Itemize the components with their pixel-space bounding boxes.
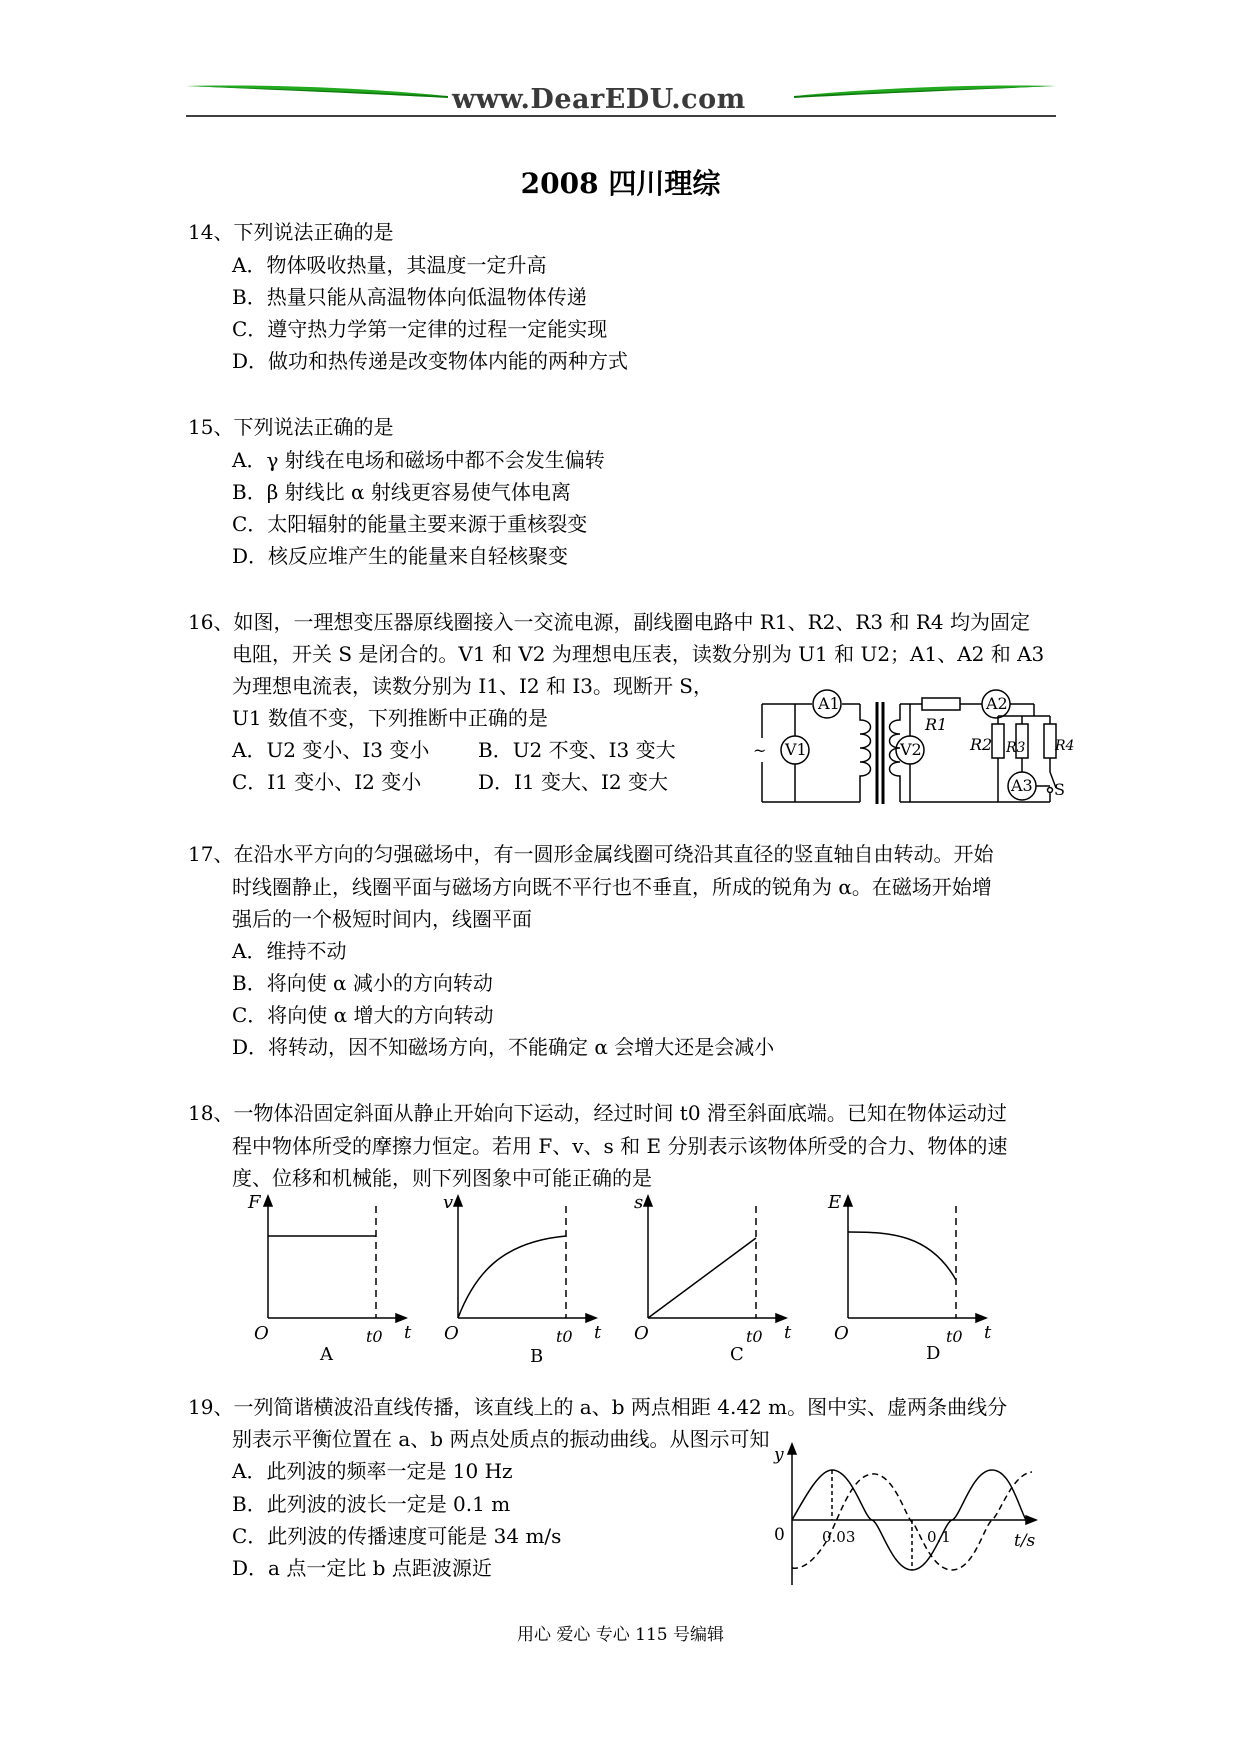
q16-line3: 为理想电流表，读数分别为 I1、I2 和 I3。现断开 S， bbox=[232, 674, 714, 698]
q18-c-xlabel: t bbox=[784, 1322, 792, 1343]
q16-resistor-r3: R3 bbox=[1006, 740, 1026, 756]
page-title: 2008 四川理综 bbox=[520, 167, 721, 200]
q18-a-caption: A bbox=[320, 1344, 333, 1365]
q18-d-tick: t0 bbox=[946, 1327, 963, 1346]
q17-line3: 强后的一个极短时间内，线圈平面 bbox=[232, 907, 532, 931]
q19-ylabel: y bbox=[774, 1445, 784, 1465]
q16-option-b: B．U2 不变、I3 变大 bbox=[478, 738, 676, 762]
q18-graphs-figure bbox=[240, 1190, 1040, 1367]
q19-option-a: A．此列波的频率一定是 10 Hz bbox=[232, 1459, 513, 1483]
page-footer: 用心 爱心 专心 115 号编辑 bbox=[516, 1625, 725, 1645]
q18-line2: 程中物体所受的摩擦力恒定。若用 F、v、s 和 E 分别表示该物体所受的合力、物体的速 bbox=[232, 1134, 1008, 1158]
q16-line1: 16、如图，一理想变压器原线圈接入一交流电源，副线圈电路中 R1、R2、R3 和 R4 均为固定 bbox=[188, 610, 1031, 634]
q18-c-origin: O bbox=[634, 1323, 649, 1344]
q16-line4: U1 数值不变，下列推断中正确的是 bbox=[232, 706, 548, 730]
q18-b-origin: O bbox=[444, 1323, 459, 1344]
q15-option-b: B．β 射线比 α 射线更容易使气体电离 bbox=[232, 480, 571, 504]
q18-graph-c bbox=[644, 1196, 786, 1322]
q18-c-tick: t0 bbox=[746, 1327, 763, 1346]
q18-line3: 度、位移和机械能，则下列图象中可能正确的是 bbox=[232, 1166, 652, 1190]
q14-option-d: D．做功和热传递是改变物体内能的两种方式 bbox=[232, 349, 629, 373]
q19-tick-1: 0.03 bbox=[822, 1528, 856, 1546]
q18-d-origin: O bbox=[834, 1323, 849, 1344]
q18-graph-b bbox=[454, 1196, 596, 1322]
q17-line2: 时线圈静止，线圈平面与磁场方向既不平行也不垂直，所成的锐角为 α。在磁场开始增 bbox=[232, 875, 992, 899]
q17-line1: 17、在沿水平方向的匀强磁场中，有一圆形金属线圈可绕沿其直径的竖直轴自由转动。开始 bbox=[188, 842, 994, 866]
q17-option-c: C．将向使 α 增大的方向转动 bbox=[232, 1003, 494, 1027]
q18-graph-d bbox=[844, 1196, 986, 1322]
q18-b-ylabel: v bbox=[443, 1192, 454, 1213]
q16-line2: 电阻，开关 S 是闭合的。V1 和 V2 为理想电压表，读数分别为 U1 和 U2；A1、A2 和 A3 bbox=[232, 642, 1045, 666]
q14-option-b: B．热量只能从高温物体向低温物体传递 bbox=[232, 285, 587, 309]
q19-tick-2: 0.1 bbox=[927, 1528, 951, 1546]
q15-option-a: A．γ 射线在电场和磁场中都不会发生偏转 bbox=[232, 448, 605, 472]
q18-c-caption: C bbox=[730, 1344, 744, 1365]
q16-meter-v2: V2 bbox=[900, 740, 922, 759]
q18-a-tick: t0 bbox=[366, 1327, 383, 1346]
q16-resistor-r1: R1 bbox=[925, 715, 948, 734]
q18-line1: 18、一物体沿固定斜面从静止开始向下运动，经过时间 t0 滑至斜面底端。已知在物体运动过 bbox=[188, 1101, 1007, 1125]
q18-a-origin: O bbox=[254, 1323, 269, 1344]
q19-origin: 0 bbox=[774, 1525, 785, 1545]
q16-option-a: A．U2 变小、I3 变小 bbox=[232, 738, 430, 762]
q15-stem: 15、下列说法正确的是 bbox=[188, 415, 394, 439]
q18-b-caption: B bbox=[530, 1346, 544, 1367]
q18-b-tick: t0 bbox=[556, 1327, 573, 1346]
q14-stem: 14、下列说法正确的是 bbox=[188, 220, 394, 244]
q15-option-c: C．太阳辐射的能量主要来源于重核裂变 bbox=[232, 512, 588, 536]
q14-option-c: C．遵守热力学第一定律的过程一定能实现 bbox=[232, 317, 608, 341]
q19-line2: 别表示平衡位置在 a、b 两点处质点的振动曲线。从图示可知 bbox=[232, 1427, 770, 1451]
q18-a-ylabel: F bbox=[248, 1192, 261, 1213]
q19-xlabel: t/s bbox=[1014, 1531, 1036, 1551]
q16-resistor-r4: R4 bbox=[1055, 738, 1075, 754]
q17-option-b: B．将向使 α 减小的方向转动 bbox=[232, 971, 493, 995]
q19-vibration-figure bbox=[770, 1440, 1070, 1590]
q17-option-a: A．维持不动 bbox=[232, 939, 347, 963]
q18-b-xlabel: t bbox=[594, 1322, 602, 1343]
logo-text: www.DearEDU.com bbox=[452, 84, 746, 115]
q18-d-ylabel: E bbox=[828, 1192, 842, 1213]
q16-source-symbol: ~ bbox=[753, 741, 767, 760]
q19-option-b: B．此列波的波长一定是 0.1 m bbox=[232, 1492, 511, 1516]
q14-option-a: A．物体吸收热量，其温度一定升高 bbox=[232, 253, 547, 277]
q16-circuit-figure bbox=[750, 690, 1075, 820]
q18-d-caption: D bbox=[926, 1343, 941, 1364]
q17-option-d: D．将转动，因不知磁场方向，不能确定 α 会增大还是会减小 bbox=[232, 1035, 775, 1059]
q16-meter-v1: V1 bbox=[785, 740, 807, 759]
header-logo bbox=[186, 80, 1056, 120]
q16-meter-a2: A2 bbox=[986, 694, 1008, 713]
q18-d-xlabel: t bbox=[984, 1322, 992, 1343]
q18-a-xlabel: t bbox=[404, 1322, 412, 1343]
q16-meter-a1: A1 bbox=[818, 694, 840, 713]
q18-graph-a bbox=[264, 1196, 406, 1322]
q15-option-d: D．核反应堆产生的能量来自轻核聚变 bbox=[232, 544, 569, 568]
q16-resistor-r2: R2 bbox=[970, 735, 993, 754]
q16-switch-label: S bbox=[1054, 780, 1065, 799]
q16-option-d: D．I1 变大、I2 变大 bbox=[478, 770, 668, 794]
q19-option-d: D．a 点一定比 b 点距波源近 bbox=[232, 1556, 492, 1580]
q16-option-c: C．I1 变小、I2 变小 bbox=[232, 770, 422, 794]
q18-c-ylabel: s bbox=[634, 1192, 644, 1213]
q19-option-c: C．此列波的传播速度可能是 34 m/s bbox=[232, 1524, 562, 1548]
q19-line1: 19、一列简谐横波沿直线传播，该直线上的 a、b 两点相距 4.42 m。图中实、虚两条曲线分 bbox=[188, 1395, 1008, 1419]
q16-meter-a3: A3 bbox=[1011, 776, 1033, 795]
